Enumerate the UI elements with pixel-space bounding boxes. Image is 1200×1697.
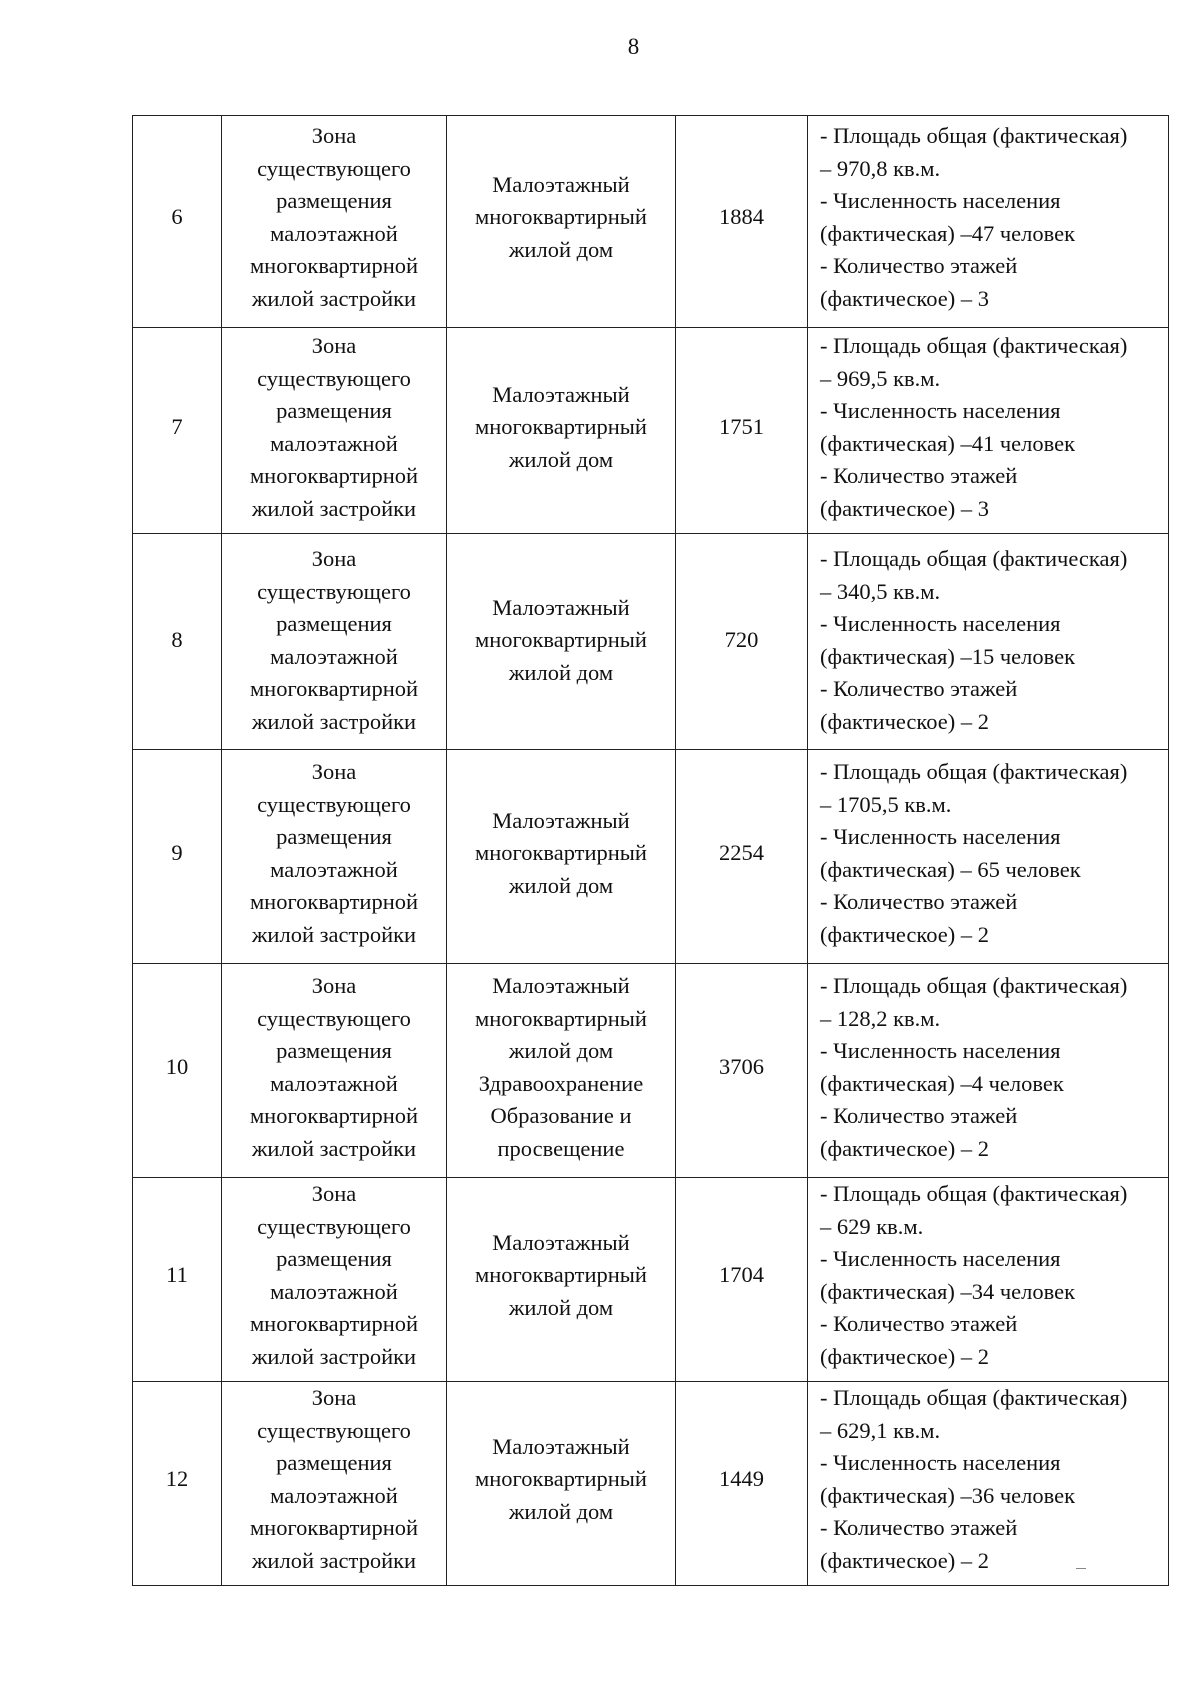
parameter-line: – 1705,5 кв.м. xyxy=(820,791,952,817)
parameter-line: (фактическая) –36 человек xyxy=(820,1482,1076,1508)
row-number-cell xyxy=(133,534,222,750)
use-type-cell xyxy=(447,1382,676,1586)
use-type-line: многоквартирный xyxy=(475,414,647,440)
zone-line: Зона xyxy=(311,333,357,358)
parameter-line: - Количество этажей xyxy=(820,1515,1018,1540)
use-type-line: многоквартирный xyxy=(475,1466,647,1492)
zone-line: жилой застройки xyxy=(251,1135,417,1161)
parameter-line: (фактическое) – 2 xyxy=(820,1343,989,1369)
use-type-line: просвещение xyxy=(497,1135,625,1161)
zone-line: жилой застройки xyxy=(251,1547,417,1573)
zone-line: существующего xyxy=(257,365,411,391)
land-area-value: 1449 xyxy=(719,1466,764,1492)
page-number: 8 xyxy=(627,34,640,59)
use-type-line: жилой дом xyxy=(508,446,614,472)
parameter-line: - Количество этажей xyxy=(820,1311,1018,1336)
table-row xyxy=(133,116,1169,328)
zone-line: существующего xyxy=(257,1417,411,1443)
zone-line: размещения xyxy=(276,1038,392,1063)
parameter-line: - Количество этажей xyxy=(820,676,1018,701)
land-area-cell xyxy=(676,116,808,328)
use-type-cell xyxy=(447,964,676,1178)
zone-line: многоквартирной xyxy=(249,1103,419,1128)
table-row xyxy=(133,750,1169,964)
land-area-value: 2254 xyxy=(719,840,764,866)
row-number: 11 xyxy=(166,1262,188,1288)
row-number-cell xyxy=(133,328,222,534)
land-area-value: 1884 xyxy=(719,204,764,230)
zone-line: жилой застройки xyxy=(251,285,417,311)
row-number: 6 xyxy=(171,204,183,230)
parameter-line: - Численность населения xyxy=(820,188,1061,213)
parameter-line: - Площадь общая (фактическая) xyxy=(820,1385,1128,1410)
land-area-cell xyxy=(676,964,808,1178)
parameter-line: – 340,5 кв.м. xyxy=(820,578,941,604)
zone-line: существующего xyxy=(257,155,411,181)
use-type-line: Здравоохранение xyxy=(478,1070,644,1096)
parameter-line: - Количество этажей xyxy=(820,889,1018,914)
parameter-line: - Численность населения xyxy=(820,1038,1061,1063)
table-row xyxy=(133,534,1169,750)
zone-line: Зона xyxy=(311,546,357,571)
zone-line: размещения xyxy=(276,824,392,849)
use-type-line: Малоэтажный xyxy=(492,171,630,197)
zone-line: жилой застройки xyxy=(251,921,417,947)
land-area-value: 720 xyxy=(724,627,759,653)
use-type-line: многоквартирный xyxy=(475,1262,647,1288)
zone-line: жилой застройки xyxy=(251,1343,417,1369)
use-type-line: жилой дом xyxy=(508,1498,614,1524)
land-area-cell xyxy=(676,1178,808,1382)
zone-line: многоквартирной xyxy=(249,1515,419,1540)
row-number-cell xyxy=(133,964,222,1178)
use-type-line: Малоэтажный xyxy=(492,1433,630,1459)
zone-cell xyxy=(222,328,447,534)
parameter-line: - Численность населения xyxy=(820,1450,1061,1475)
parameter-line: (фактическое) – 2 xyxy=(820,708,989,734)
parameter-line: – 629 кв.м. xyxy=(820,1213,924,1239)
parameter-line: - Площадь общая (фактическая) xyxy=(820,123,1128,148)
land-area-cell xyxy=(676,750,808,964)
use-type-line: жилой дом xyxy=(508,1294,614,1320)
parameter-line: – 969,5 кв.м. xyxy=(820,365,941,391)
use-type-cell xyxy=(447,116,676,328)
land-area-cell xyxy=(676,534,808,750)
use-type-line: многоквартирный xyxy=(475,204,647,230)
parameter-line: (фактическая) –15 человек xyxy=(820,643,1076,669)
zones-table xyxy=(132,115,1169,1586)
parameters-cell xyxy=(808,750,1169,964)
use-type-cell xyxy=(447,328,676,534)
zone-line: Зона xyxy=(311,1385,357,1410)
use-type-cell xyxy=(447,534,676,750)
parameter-line: (фактическое) – 2 xyxy=(820,921,989,947)
zone-line: жилой застройки xyxy=(251,708,417,734)
zone-line: Зона xyxy=(311,759,357,784)
land-area-value: 3706 xyxy=(719,1054,764,1080)
parameters-cell xyxy=(808,1382,1169,1586)
parameter-line: – 970,8 кв.м. xyxy=(820,155,941,181)
land-area-value: 1704 xyxy=(719,1262,764,1288)
parameter-line: (фактическая) –47 человек xyxy=(820,220,1076,246)
parameter-line: - Численность населения xyxy=(820,398,1061,423)
zone-line: Зона xyxy=(311,1181,357,1206)
row-number: 8 xyxy=(171,627,183,653)
table-row xyxy=(133,1382,1169,1586)
zone-cell xyxy=(222,964,447,1178)
parameter-line: - Площадь общая (фактическая) xyxy=(820,759,1128,784)
zone-line: жилой застройки xyxy=(251,495,417,521)
zone-line: размещения xyxy=(276,1246,392,1271)
parameter-line: - Площадь общая (фактическая) xyxy=(820,546,1128,571)
parameter-line: - Численность населения xyxy=(820,1246,1061,1271)
parameters-cell xyxy=(808,1178,1169,1382)
zone-line: малоэтажной xyxy=(270,643,398,669)
zone-line: многоквартирной xyxy=(249,676,419,701)
zone-line: существующего xyxy=(257,1213,411,1239)
row-number-cell xyxy=(133,116,222,328)
use-type-cell xyxy=(447,1178,676,1382)
zone-line: малоэтажной xyxy=(270,220,398,246)
parameter-line: - Численность населения xyxy=(820,611,1061,636)
zone-line: Зона xyxy=(311,973,357,998)
use-type-line: Образование и xyxy=(490,1103,632,1128)
table-row xyxy=(133,328,1169,534)
parameter-line: (фактическая) –34 человек xyxy=(820,1278,1076,1304)
use-type-line: жилой дом xyxy=(508,872,614,898)
zone-line: малоэтажной xyxy=(270,1482,398,1508)
page-tail-mark xyxy=(1076,1568,1086,1569)
use-type-line: жилой дом xyxy=(508,659,614,685)
zone-cell xyxy=(222,534,447,750)
zone-line: размещения xyxy=(276,611,392,636)
row-number-cell xyxy=(133,750,222,964)
parameter-line: - Площадь общая (фактическая) xyxy=(820,973,1128,998)
zone-line: малоэтажной xyxy=(270,430,398,456)
parameters-cell xyxy=(808,964,1169,1178)
parameters-cell xyxy=(808,116,1169,328)
land-area-value: 1751 xyxy=(719,414,764,440)
use-type-line: многоквартирный xyxy=(475,1005,647,1031)
parameter-line: – 128,2 кв.м. xyxy=(820,1005,941,1031)
zone-line: многоквартирной xyxy=(249,253,419,278)
parameter-line: (фактическое) – 2 xyxy=(820,1547,989,1573)
zone-line: существующего xyxy=(257,578,411,604)
use-type-line: жилой дом xyxy=(508,236,614,262)
parameter-line: - Количество этажей xyxy=(820,1103,1018,1128)
row-number: 9 xyxy=(171,840,183,866)
row-number: 7 xyxy=(171,414,183,440)
zone-line: существующего xyxy=(257,1005,411,1031)
parameter-line: - Количество этажей xyxy=(820,253,1018,278)
zone-cell xyxy=(222,116,447,328)
use-type-line: многоквартирный xyxy=(475,840,647,866)
zone-line: существующего xyxy=(257,791,411,817)
zone-line: Зона xyxy=(311,123,357,148)
land-area-cell xyxy=(676,328,808,534)
table-row xyxy=(133,964,1169,1178)
parameter-line: - Площадь общая (фактическая) xyxy=(820,333,1128,358)
zones-table-body xyxy=(133,116,1169,1586)
zone-line: малоэтажной xyxy=(270,1070,398,1096)
zone-cell xyxy=(222,1382,447,1586)
parameter-line: (фактическая) –4 человек xyxy=(820,1070,1064,1096)
zone-line: малоэтажной xyxy=(270,856,398,882)
use-type-line: Малоэтажный xyxy=(492,807,630,833)
row-number: 12 xyxy=(165,1466,189,1492)
zone-cell xyxy=(222,1178,447,1382)
row-number-cell xyxy=(133,1178,222,1382)
use-type-cell xyxy=(447,750,676,964)
row-number-cell xyxy=(133,1382,222,1586)
parameter-line: (фактическая) – 65 человек xyxy=(820,856,1081,882)
parameter-line: - Количество этажей xyxy=(820,463,1018,488)
use-type-line: многоквартирный xyxy=(475,627,647,653)
row-number: 10 xyxy=(165,1054,189,1080)
parameter-line: - Численность населения xyxy=(820,824,1061,849)
zone-line: размещения xyxy=(276,1450,392,1475)
use-type-line: Малоэтажный xyxy=(492,381,630,407)
zone-line: размещения xyxy=(276,398,392,423)
parameter-line: (фактическое) – 3 xyxy=(820,495,989,521)
zone-line: многоквартирной xyxy=(249,463,419,488)
use-type-line: жилой дом xyxy=(508,1038,614,1063)
zone-line: размещения xyxy=(276,188,392,213)
parameter-line: (фактическая) –41 человек xyxy=(820,430,1076,456)
land-area-cell xyxy=(676,1382,808,1586)
zone-cell xyxy=(222,750,447,964)
zone-line: малоэтажной xyxy=(270,1278,398,1304)
parameter-line: (фактическое) – 2 xyxy=(820,1135,989,1161)
parameter-line: (фактическое) – 3 xyxy=(820,285,989,311)
table-row xyxy=(133,1178,1169,1382)
parameters-cell xyxy=(808,328,1169,534)
parameter-line: – 629,1 кв.м. xyxy=(820,1417,941,1443)
zone-line: многоквартирной xyxy=(249,889,419,914)
zone-line: многоквартирной xyxy=(249,1311,419,1336)
parameters-cell xyxy=(808,534,1169,750)
use-type-line: Малоэтажный xyxy=(492,1229,630,1255)
use-type-line: Малоэтажный xyxy=(492,594,630,620)
parameter-line: - Площадь общая (фактическая) xyxy=(820,1181,1128,1206)
use-type-line: Малоэтажный xyxy=(492,973,630,998)
